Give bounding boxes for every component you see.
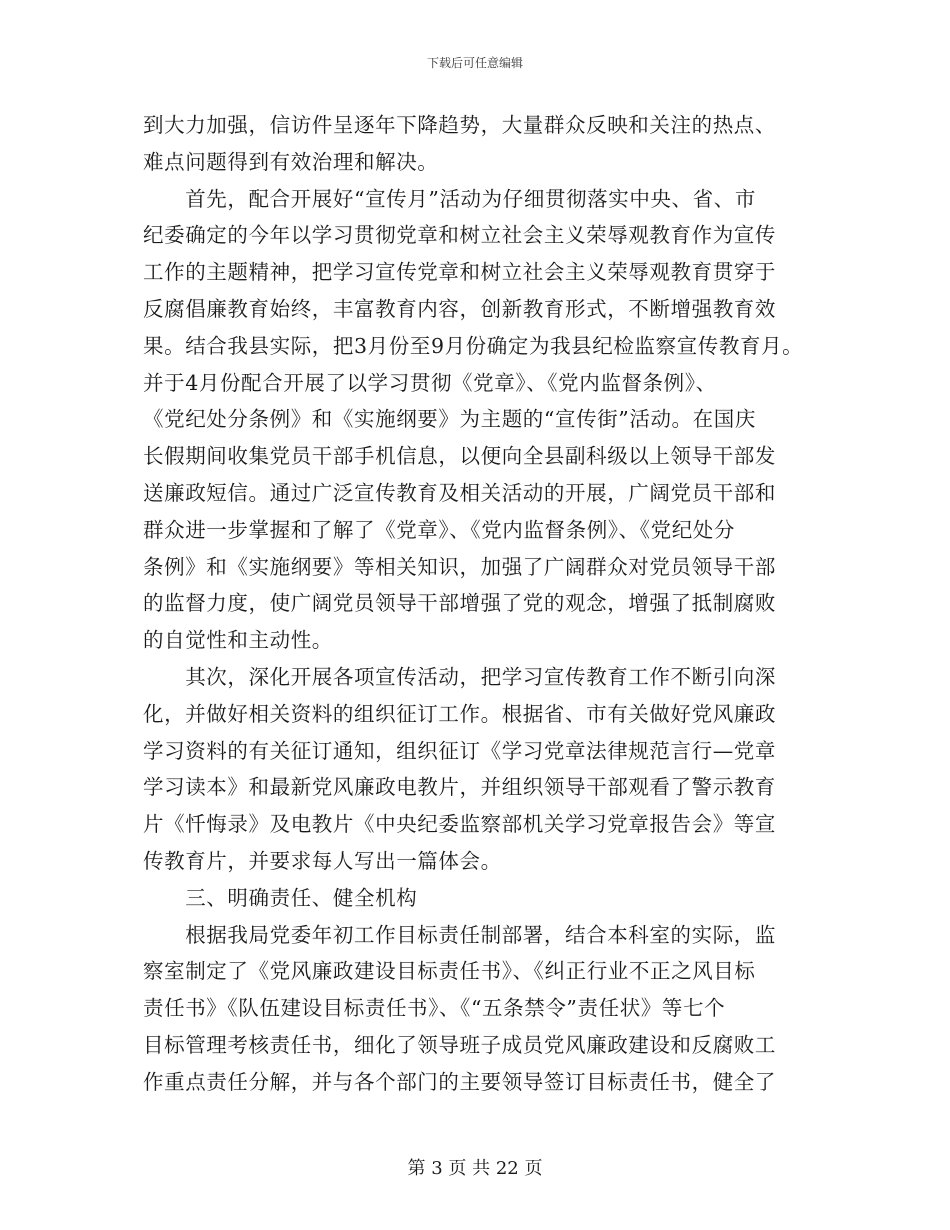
text-line: 根据我局党委年初工作目标责任制部署，结合本科室的实际，监 — [143, 922, 776, 947]
section-heading: 三、明确责任、健全机构 — [143, 885, 418, 910]
text-line: 其次，深化开展各项宣传活动，把学习宣传教育工作不断引向深 — [143, 664, 776, 689]
text-line: 工作的主题精神，把学习宣传党章和树立社会主义荣辱观教育贯穿于 — [143, 260, 776, 285]
text-line: 片《忏悔录》及电教片《中央纪委监察部机关学习党章报告会》等宣 — [143, 812, 776, 837]
text-line: 学习读本》和最新党风廉政电教片，并组织领导干部观看了警示教育 — [143, 775, 776, 800]
text-line: 条例》和《实施纲要》等相关知识，加强了广阔群众对党员领导干部 — [143, 554, 776, 579]
text-line: 《党纪处分条例》和《实施纲要》为主题的“宣传街”活动。在国庆 — [143, 407, 756, 432]
text-line: 作重点责任分解，并与各个部门的主要领导签订目标责任书，健全了 — [143, 1069, 776, 1094]
text-line: 传教育片，并要求每人写出一篇体会。 — [143, 848, 502, 873]
text-line: 纪委确定的今年以学习贯彻党章和树立社会主义荣辱观教育作为宣传 — [143, 223, 776, 248]
text-line: 学习资料的有关征订通知，组织征订《学习党章法律规范言行—党章 — [143, 738, 776, 763]
page-header: 下载后可任意编辑 — [426, 56, 523, 70]
text-line: 的监督力度，使广阔党员领导干部增强了党的观念，增强了抵制腐败 — [143, 591, 776, 616]
text-line: 反腐倡廉教育始终，丰富教育内容，创新教育形式，不断增强教育效 — [143, 296, 776, 321]
text-line: 长假期间收集党员干部手机信息，以便向全县副科级以上领导干部发 — [143, 444, 776, 469]
page-number: 第 3 页 共 22 页 — [407, 1158, 543, 1179]
text-line: 难点问题得到有效治理和解决。 — [143, 149, 439, 174]
text-line: 果。结合我县实际，把3月份至9月份确定为我县纪检监察宣传教育月。 — [143, 333, 804, 358]
document-body — [143, 107, 843, 1101]
text-line: 到大力加强，信访件呈逐年下降趋势，大量群众反映和关注的热点、 — [143, 113, 776, 137]
text-line: 察室制定了《党风廉政建设目标责任书》、《纠正行业不正之风目标 — [143, 959, 756, 984]
text-line: 化，并做好相关资料的组织征订工作。根据省、市有关做好党风廉政 — [143, 701, 776, 726]
text-line: 首先，配合开展好“宣传月”活动为仔细贯彻落实中央、省、市 — [143, 186, 756, 211]
text-line: 送廉政短信。通过广泛宣传教育及相关活动的开展，广阔党员干部和 — [143, 480, 776, 505]
text-line: 群众进一步掌握和了解了《党章》、《党内监督条例》、《党纪处分 — [143, 517, 735, 542]
text-line: 的自觉性和主动性。 — [143, 628, 333, 653]
text-line: 责任书》《队伍建设目标责任书》、《“五条禁令”责任状》等七个 — [143, 996, 726, 1021]
text-line: 并于4月份配合开展了以学习贯彻《党章》、《党内监督条例》、 — [143, 370, 717, 395]
text-line: 目标管理考核责任书，细化了领导班子成员党风廉政建设和反腐败工 — [143, 1032, 776, 1057]
